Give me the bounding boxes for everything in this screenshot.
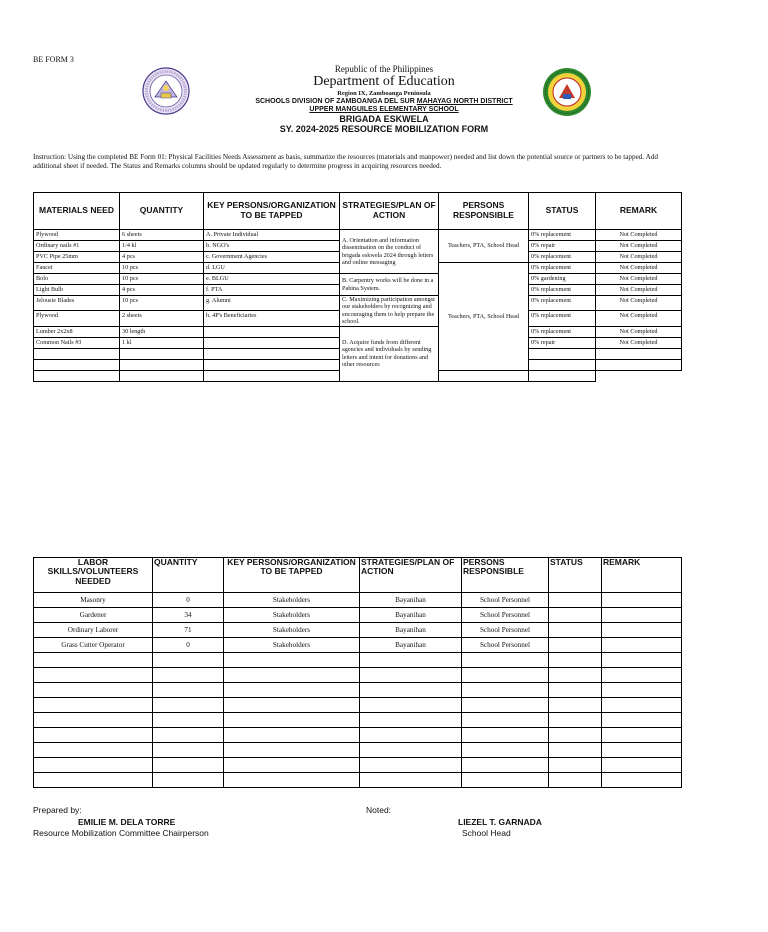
key-person-cell: Stakeholders [224,593,360,608]
empty-cell [224,653,360,668]
empty-cell [34,758,153,773]
empty-cell [224,683,360,698]
empty-cell [360,728,462,743]
strategy-cell: Bayanihan [360,623,462,638]
empty-cell [549,743,602,758]
remark-cell: Not Completed [596,241,682,252]
strategy-cell-d: D. Acquire funds from different agencies and individuals by sending letters and intent for donations and other resources [340,326,439,381]
quantity-cell: 1/4 kl [120,241,204,252]
region-heading: Region IX, Zamboanga Peninsula [337,90,431,98]
empty-cell [462,758,549,773]
empty-cell [462,713,549,728]
remark-cell [602,608,682,623]
remark-cell: Not Completed [596,252,682,263]
empty-cell [549,758,602,773]
remark-cell [602,623,682,638]
status-cell: 0% replacement [529,326,596,337]
responsible-cell: School Personnel [462,638,549,653]
material-cell: Plywood [34,230,120,241]
empty-cell [34,653,153,668]
empty-cell [439,370,529,381]
division-heading [150,98,618,106]
col-persons-responsible: PERSONS RESPONSIBLE [439,193,529,230]
empty-cell [529,348,596,359]
empty-cell [360,698,462,713]
empty-cell [360,773,462,788]
empty-cell [153,728,224,743]
col-status: STATUS [529,193,596,230]
key-person-cell: c. Government Agencies [204,252,340,263]
strategy-cell-c: C. Maximizing participation amongst our stakeholders by recognizing and encouraging them to help prepare the school. [340,296,439,327]
strategy-cell: Bayanihan [360,593,462,608]
status-cell [549,593,602,608]
empty-cell [34,698,153,713]
empty-cell [224,713,360,728]
empty-cell [602,683,682,698]
empty-cell [602,668,682,683]
col-strategies: STRATEGIES/PLAN OF ACTION [340,193,439,230]
empty-cell [34,773,153,788]
col-labor-key-persons: KEY PERSONS/ORGANIZATION TO BE TAPPED [224,558,360,593]
strategy-cell: Bayanihan [360,608,462,623]
material-cell: Lumber 2x2x8 [34,326,120,337]
key-person-cell: e. BLGU [204,274,340,285]
strategy-cell-b: B. Carpentry works will be done in a Pahina System. [340,274,439,296]
status-cell: 0% replacement [529,230,596,241]
key-person-cell: A. Private Individual [204,230,340,241]
form-label: BE FORM 3 [33,55,74,64]
status-cell [549,623,602,638]
empty-cell [360,668,462,683]
noted-label: Noted: [366,805,392,815]
table-row [34,296,682,311]
empty-cell [153,713,224,728]
strategy-cell: Bayanihan [360,638,462,653]
empty-cell [224,728,360,743]
material-cell: Plywood [34,311,120,326]
empty-cell [34,743,153,758]
key-person-cell: f. PTA [204,285,340,296]
district-name: MAHAYAG NORTH DISTRICT [416,97,513,105]
table-row [34,713,682,728]
material-cell: Bolo [34,274,120,285]
empty-cell [224,758,360,773]
quantity-cell: 10 pcs [120,263,204,274]
material-cell: Faucet [34,263,120,274]
empty-cell [602,713,682,728]
empty-cell [120,359,204,370]
materials-table [33,192,682,382]
quantity-cell: 10 pcs [120,274,204,285]
form-title: SY. 2024-2025 RESOURCE MOBILIZATION FORM [279,124,489,135]
table-row [34,653,682,668]
empty-cell [224,773,360,788]
quantity-cell: 34 [153,608,224,623]
quantity-cell: 71 [153,623,224,638]
table-row [34,743,682,758]
empty-cell [224,743,360,758]
empty-cell [153,653,224,668]
prepared-by-label: Prepared by: [33,805,82,815]
responsible-cell: School Personnel [462,593,549,608]
quantity-cell: 4 pcs [120,252,204,263]
empty-cell [34,713,153,728]
school-head-role: School Head [462,828,511,838]
key-person-cell: Stakeholders [224,638,360,653]
empty-cell [602,743,682,758]
remark-cell [602,593,682,608]
remark-cell: Not Completed [596,296,682,311]
skill-cell: Grass Cutter Operator [34,638,153,653]
empty-cell [529,370,596,381]
empty-cell [34,728,153,743]
quantity-cell: 0 [153,593,224,608]
remark-cell: Not Completed [596,274,682,285]
col-materials-need: MATERIALS NEED [34,193,120,230]
col-labor-quantity: QUANTITY [153,558,224,593]
empty-cell [462,698,549,713]
empty-cell [462,653,549,668]
status-cell: 0% replacement [529,252,596,263]
col-remark: REMARK [596,193,682,230]
table-row [34,608,682,623]
status-cell: 0% repair [529,241,596,252]
material-cell: PVC Pipe 25mm [34,252,120,263]
materials-header-row [34,193,682,230]
empty-cell [462,683,549,698]
empty-cell [34,683,153,698]
responsible-cell: School Personnel [462,623,549,638]
school-name: UPPER MANGUILES ELEMENTARY SCHOOL [309,105,459,113]
quantity-cell: 10 pcs [120,296,204,311]
col-labor-strategies: STRATEGIES/PLAN OF ACTION [360,558,462,593]
remark-cell: Not Completed [596,311,682,326]
empty-cell [602,653,682,668]
key-person-cell [204,337,340,348]
material-cell: Ordinary nails #1 [34,241,120,252]
table-row [34,773,682,788]
status-cell: 0% replacement [529,311,596,326]
status-cell: 0% gardening [529,274,596,285]
quantity-cell: 6 sheets [120,230,204,241]
table-row [34,623,682,638]
skill-cell: Masonry [34,593,153,608]
empty-cell [153,758,224,773]
empty-cell [549,698,602,713]
labor-header-row [34,558,682,593]
empty-cell [34,370,120,381]
key-person-cell: d. LGU [204,263,340,274]
key-person-cell: g. Alumni [204,296,340,311]
table-row [34,230,682,241]
quantity-cell: 30 length [120,326,204,337]
quantity-cell: 1 kl [120,337,204,348]
key-person-cell: Stakeholders [224,623,360,638]
remark-cell [602,638,682,653]
responsible-cell: School Personnel [462,608,549,623]
quantity-cell: 2 sheets [120,311,204,326]
empty-cell [602,773,682,788]
empty-cell [529,359,596,370]
table-row [34,274,682,285]
col-labor-persons-responsible: PERSONS RESPONSIBLE [462,558,549,593]
empty-cell [602,698,682,713]
empty-cell [549,713,602,728]
school-head-name: LIEZEL T. GARNADA [458,817,542,827]
table-row [34,668,682,683]
table-row [34,326,682,337]
instruction-text: Instruction: Using the completed BE Form 01: Physical Facilities Needs Assessment as basis, summarize the resources (materials and manpower) needed and list down the potential source or partners to be tapped. Add additional sheet if needed. The Status and Remarks columns should be updated regularly to determine progress in acquiring resources needed. [33,153,658,171]
empty-cell [596,348,682,359]
empty-cell [596,359,682,370]
status-cell: 0% replacement [529,285,596,296]
material-cell: Light Bulb [34,285,120,296]
empty-cell [360,758,462,773]
table-row [34,683,682,698]
empty-cell [224,698,360,713]
table-row [34,593,682,608]
quantity-cell: 4 pcs [120,285,204,296]
key-person-cell [204,326,340,337]
material-cell: Jelousie Blades [34,296,120,311]
empty-cell [153,743,224,758]
labor-table [33,557,682,788]
col-key-persons: KEY PERSONS/ORGANIZATION TO BE TAPPED [204,193,340,230]
preparer-role: Resource Mobilization Committee Chairperson [33,828,209,838]
empty-cell [120,370,204,381]
empty-cell [204,370,340,381]
table-row [34,758,682,773]
empty-cell [602,728,682,743]
empty-cell [204,359,340,370]
empty-cell [462,773,549,788]
empty-cell [360,683,462,698]
empty-cell [204,348,340,359]
division-name: SCHOOLS DIVISION OF ZAMBOANGA DEL SUR [255,97,415,105]
remark-cell: Not Completed [596,263,682,274]
empty-cell [153,668,224,683]
responsible-cell-1: Teachers, PTA, School Head [439,230,529,263]
empty-cell [224,668,360,683]
empty-cell [462,743,549,758]
department-heading: Department of Education [313,74,455,90]
skill-cell: Ordinary Laborer [34,623,153,638]
table-row [34,728,682,743]
col-labor-status: STATUS [549,558,602,593]
empty-cell [549,773,602,788]
col-labor-skills: LABOR SKILLS/VOLUNTEERS NEEDED [34,558,153,593]
empty-cell [549,653,602,668]
empty-cell [549,728,602,743]
col-quantity: QUANTITY [120,193,204,230]
empty-cell [34,668,153,683]
empty-cell [153,683,224,698]
empty-cell [462,668,549,683]
table-row [34,698,682,713]
empty-cell [549,668,602,683]
key-person-cell: b. NGO's [204,241,340,252]
remark-cell: Not Completed [596,337,682,348]
status-cell: 0% replacement [529,263,596,274]
status-cell: 0% replacement [529,296,596,311]
status-cell [549,638,602,653]
empty-cell [360,743,462,758]
quantity-cell: 0 [153,638,224,653]
key-person-cell: Stakeholders [224,608,360,623]
responsible-cell-2: Teachers, PTA, School Head [439,263,529,371]
empty-cell [462,728,549,743]
col-labor-remark: REMARK [602,558,682,593]
status-cell: 0% repair [529,337,596,348]
table-row [34,638,682,653]
key-person-cell: h. 4P's Beneficiaries [204,311,340,326]
empty-cell [602,758,682,773]
empty-cell [120,348,204,359]
empty-cell [153,698,224,713]
preparer-name: EMILIE M. DELA TORRE [78,817,176,827]
empty-cell [153,773,224,788]
empty-cell [34,359,120,370]
skill-cell: Gardener [34,608,153,623]
republic-heading: Republic of the Philippines [334,64,434,74]
empty-cell [360,713,462,728]
status-cell [549,608,602,623]
remark-cell: Not Completed [596,326,682,337]
remark-cell: Not Completed [596,285,682,296]
empty-cell [549,683,602,698]
program-title: BRIGADA ESKWELA [339,114,429,124]
remark-cell: Not Completed [596,230,682,241]
empty-cell [360,653,462,668]
strategy-cell-a: A. Orientation and information dissemination on the conduct of brigada eskwela 2024 through letters and online messaging [340,230,439,274]
material-cell: Common Nails #3 [34,337,120,348]
empty-cell [34,348,120,359]
